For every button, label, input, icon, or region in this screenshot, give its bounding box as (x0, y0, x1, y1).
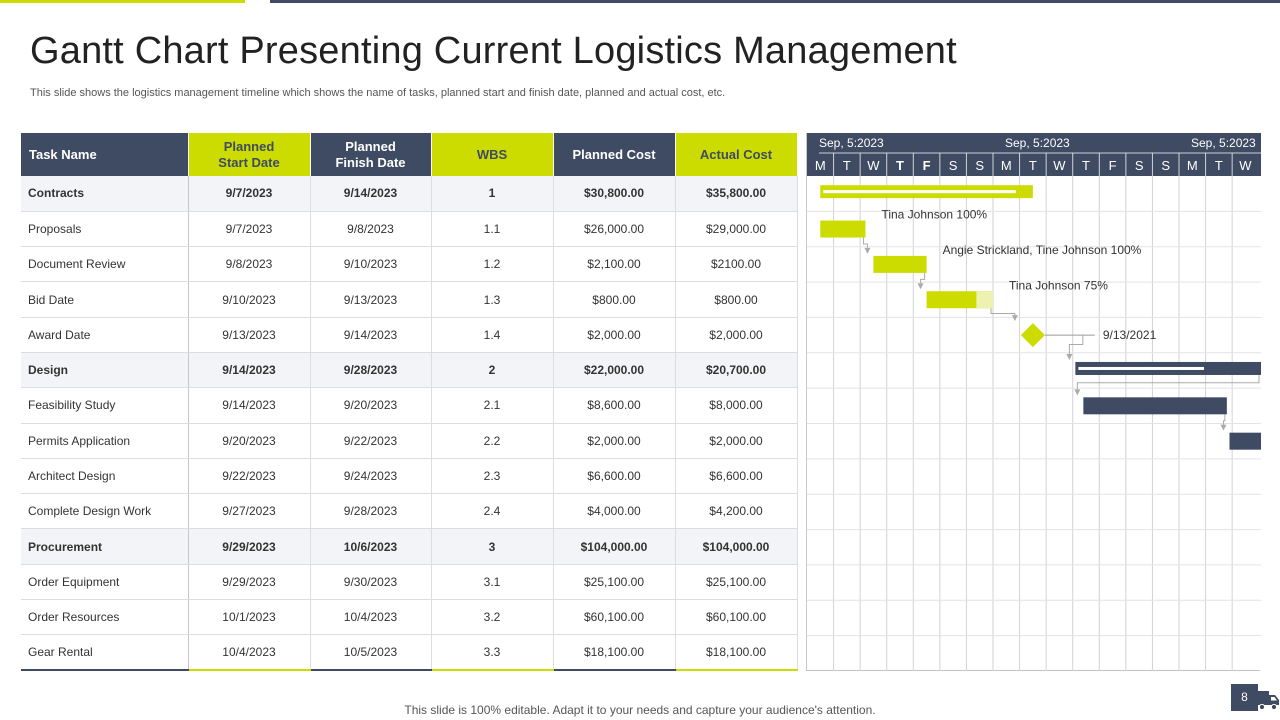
table-row (21, 247, 797, 282)
planned-cost-cell: $2,000.00 (553, 317, 675, 352)
day-label: W (867, 158, 880, 173)
actual-cost-cell: $29,000.00 (675, 211, 797, 246)
table-row (21, 388, 797, 423)
actual-cost-cell: $35,800.00 (675, 176, 797, 211)
task-name-cell: Feasibility Study (21, 388, 188, 423)
wbs-cell: 3.2 (431, 600, 553, 635)
finish-date-cell: 10/5/2023 (310, 635, 431, 670)
week-label: Sep, 5:2023 (1005, 136, 1070, 150)
day-label: T (1082, 158, 1090, 173)
day-label: T (896, 158, 904, 173)
day-label: S (948, 158, 958, 173)
task-table-body (21, 176, 797, 670)
planned-cost-cell: $30,800.00 (553, 176, 675, 211)
task-label: Tina Johnson 100% (881, 207, 988, 222)
wbs-cell: 2.3 (431, 458, 553, 493)
week-label: Sep, 5:2023 (1191, 136, 1256, 150)
planned-cost-cell: $104,000.00 (553, 529, 675, 564)
wbs-cell: 1.3 (431, 282, 553, 317)
page-number: 8 (1231, 684, 1258, 711)
task-name-cell: Procurement (21, 529, 188, 564)
table-row (21, 458, 797, 493)
day-label: T (1028, 158, 1037, 173)
header-planned-start: Planned Start Date (188, 133, 310, 176)
finish-date-cell: 9/28/2023 (310, 352, 431, 387)
day-label: S (1134, 158, 1144, 173)
actual-cost-cell: $4,200.00 (675, 494, 797, 529)
task-bar (1230, 433, 1261, 450)
task-label: Tina Johnson 75% (1009, 278, 1108, 293)
table-row (21, 317, 797, 352)
wbs-cell: 2.1 (431, 388, 553, 423)
day-label: M (814, 158, 826, 173)
finish-date-cell: 9/14/2023 (310, 317, 431, 352)
table-row (21, 635, 797, 670)
gantt-svg (807, 133, 1261, 671)
start-date-cell: 9/7/2023 (188, 176, 310, 211)
finish-date-cell: 9/20/2023 (310, 388, 431, 423)
planned-cost-cell: $2,000.00 (553, 423, 675, 458)
day-label: T (1214, 158, 1223, 173)
table-row (21, 352, 797, 387)
task-name-cell: Architect Design (21, 458, 188, 493)
day-label: M (1000, 158, 1012, 173)
actual-cost-cell: $20,700.00 (675, 352, 797, 387)
finish-date-cell: 9/8/2023 (310, 211, 431, 246)
task-name-cell: Permits Application (21, 423, 188, 458)
actual-cost-cell: $2100.00 (675, 247, 797, 282)
table-row (21, 211, 797, 246)
dependency-arrow (1074, 389, 1080, 395)
table-row (21, 494, 797, 529)
wbs-cell: 1.4 (431, 317, 553, 352)
start-date-cell: 9/14/2023 (188, 352, 310, 387)
planned-cost-cell: $4,000.00 (553, 494, 675, 529)
task-name-cell: Proposals (21, 211, 188, 246)
table-row (21, 282, 797, 317)
task-table (21, 133, 798, 671)
task-bar-remaining (976, 291, 993, 308)
actual-cost-cell: $25,100.00 (675, 564, 797, 599)
task-name-cell: Order Resources (21, 600, 188, 635)
start-date-cell: 9/22/2023 (188, 458, 310, 493)
table-row (21, 529, 797, 564)
start-date-cell: 9/27/2023 (188, 494, 310, 529)
table-header-row (21, 133, 797, 176)
actual-cost-cell: $8,000.00 (675, 388, 797, 423)
task-bar (873, 256, 926, 273)
planned-cost-cell: $26,000.00 (553, 211, 675, 246)
actual-cost-cell: $800.00 (675, 282, 797, 317)
finish-date-cell: 10/6/2023 (310, 529, 431, 564)
finish-date-cell: 9/14/2023 (310, 176, 431, 211)
dependency-link (991, 308, 1015, 315)
top-accent-bar (0, 0, 245, 3)
actual-cost-cell: $2,000.00 (675, 317, 797, 352)
summary-bar-highlight (823, 190, 1016, 193)
start-date-cell: 9/29/2023 (188, 564, 310, 599)
finish-date-cell: 10/4/2023 (310, 600, 431, 635)
planned-cost-cell: $60,100.00 (553, 600, 675, 635)
planned-cost-cell: $22,000.00 (553, 352, 675, 387)
footer-note: This slide is 100% editable. Adapt it to your needs and capture your audience's attention. (404, 703, 876, 717)
actual-cost-cell: $6,600.00 (675, 458, 797, 493)
planned-cost-cell: $25,100.00 (553, 564, 675, 599)
task-name-cell: Contracts (21, 176, 188, 211)
milestone-diamond (1021, 323, 1045, 347)
dependency-arrow (918, 283, 924, 289)
header-task-name: Task Name (21, 133, 188, 176)
header-planned-cost: Planned Cost (553, 133, 675, 176)
wbs-cell: 2.4 (431, 494, 553, 529)
day-label: F (922, 158, 931, 173)
task-name-cell: Gear Rental (21, 635, 188, 670)
task-name-cell: Order Equipment (21, 564, 188, 599)
start-date-cell: 9/13/2023 (188, 317, 310, 352)
start-date-cell: 9/29/2023 (188, 529, 310, 564)
actual-cost-cell: $104,000.00 (675, 529, 797, 564)
wbs-cell: 1 (431, 176, 553, 211)
wbs-cell: 1.2 (431, 247, 553, 282)
page-title: Gantt Chart Presenting Current Logistics Management (30, 30, 957, 72)
start-date-cell: 9/8/2023 (188, 247, 310, 282)
actual-cost-cell: $2,000.00 (675, 423, 797, 458)
task-name-cell: Award Date (21, 317, 188, 352)
task-bar (1083, 397, 1226, 414)
dependency-arrow (1066, 354, 1072, 360)
day-label: S (1161, 158, 1171, 173)
header-actual-cost: Actual Cost (675, 133, 797, 176)
start-date-cell: 9/7/2023 (188, 211, 310, 246)
wbs-cell: 3.1 (431, 564, 553, 599)
dependency-arrow (1012, 315, 1018, 321)
planned-cost-cell: $18,100.00 (553, 635, 675, 670)
planned-cost-cell: $2,100.00 (553, 247, 675, 282)
header-wbs: WBS (431, 133, 553, 176)
gantt-chart (806, 133, 1260, 671)
start-date-cell: 9/10/2023 (188, 282, 310, 317)
table-row (21, 423, 797, 458)
finish-date-cell: 9/22/2023 (310, 423, 431, 458)
planned-cost-cell: $8,600.00 (553, 388, 675, 423)
day-label: W (1239, 158, 1252, 173)
task-name-cell: Complete Design Work (21, 494, 188, 529)
wbs-cell: 2 (431, 352, 553, 387)
day-label: W (1053, 158, 1066, 173)
table-row (21, 564, 797, 599)
page-subtitle: This slide shows the logistics management timeline which shows the name of tasks, planned start and finish date, planned and actual cost, etc. (30, 87, 726, 99)
day-label: M (1186, 158, 1198, 173)
planned-cost-cell: $6,600.00 (553, 458, 675, 493)
dependency-arrow (864, 248, 870, 254)
wbs-cell: 2.2 (431, 423, 553, 458)
start-date-cell: 9/20/2023 (188, 423, 310, 458)
wbs-cell: 1.1 (431, 211, 553, 246)
task-name-cell: Design (21, 352, 188, 387)
task-bar (820, 221, 865, 238)
start-date-cell: 9/14/2023 (188, 388, 310, 423)
wbs-cell: 3.3 (431, 635, 553, 670)
dependency-arrow (1221, 425, 1227, 431)
wbs-cell: 3 (431, 529, 553, 564)
start-date-cell: 10/4/2023 (188, 635, 310, 670)
task-label: Angie Strickland, Tine Johnson 100% (942, 242, 1142, 257)
planned-cost-cell: $800.00 (553, 282, 675, 317)
week-label: Sep, 5:2023 (819, 136, 884, 150)
task-name-cell: Bid Date (21, 282, 188, 317)
summary-bar-highlight (1078, 367, 1204, 370)
milestone-label: 9/13/2021 (1102, 328, 1157, 343)
finish-date-cell: 9/13/2023 (310, 282, 431, 317)
actual-cost-cell: $18,100.00 (675, 635, 797, 670)
actual-cost-cell: $60,100.00 (675, 600, 797, 635)
finish-date-cell: 9/28/2023 (310, 494, 431, 529)
header-planned-finish: Planned Finish Date (310, 133, 431, 176)
day-label: T (842, 158, 851, 173)
finish-date-cell: 9/30/2023 (310, 564, 431, 599)
day-label: S (975, 158, 985, 173)
day-label: F (1108, 158, 1117, 173)
table-row (21, 600, 797, 635)
table-row (21, 176, 797, 211)
dependency-link (1069, 335, 1082, 354)
task-name-cell: Document Review (21, 247, 188, 282)
start-date-cell: 10/1/2023 (188, 600, 310, 635)
truck-icon (1258, 688, 1280, 714)
finish-date-cell: 9/24/2023 (310, 458, 431, 493)
finish-date-cell: 9/10/2023 (310, 247, 431, 282)
top-dark-bar (270, 0, 1280, 3)
